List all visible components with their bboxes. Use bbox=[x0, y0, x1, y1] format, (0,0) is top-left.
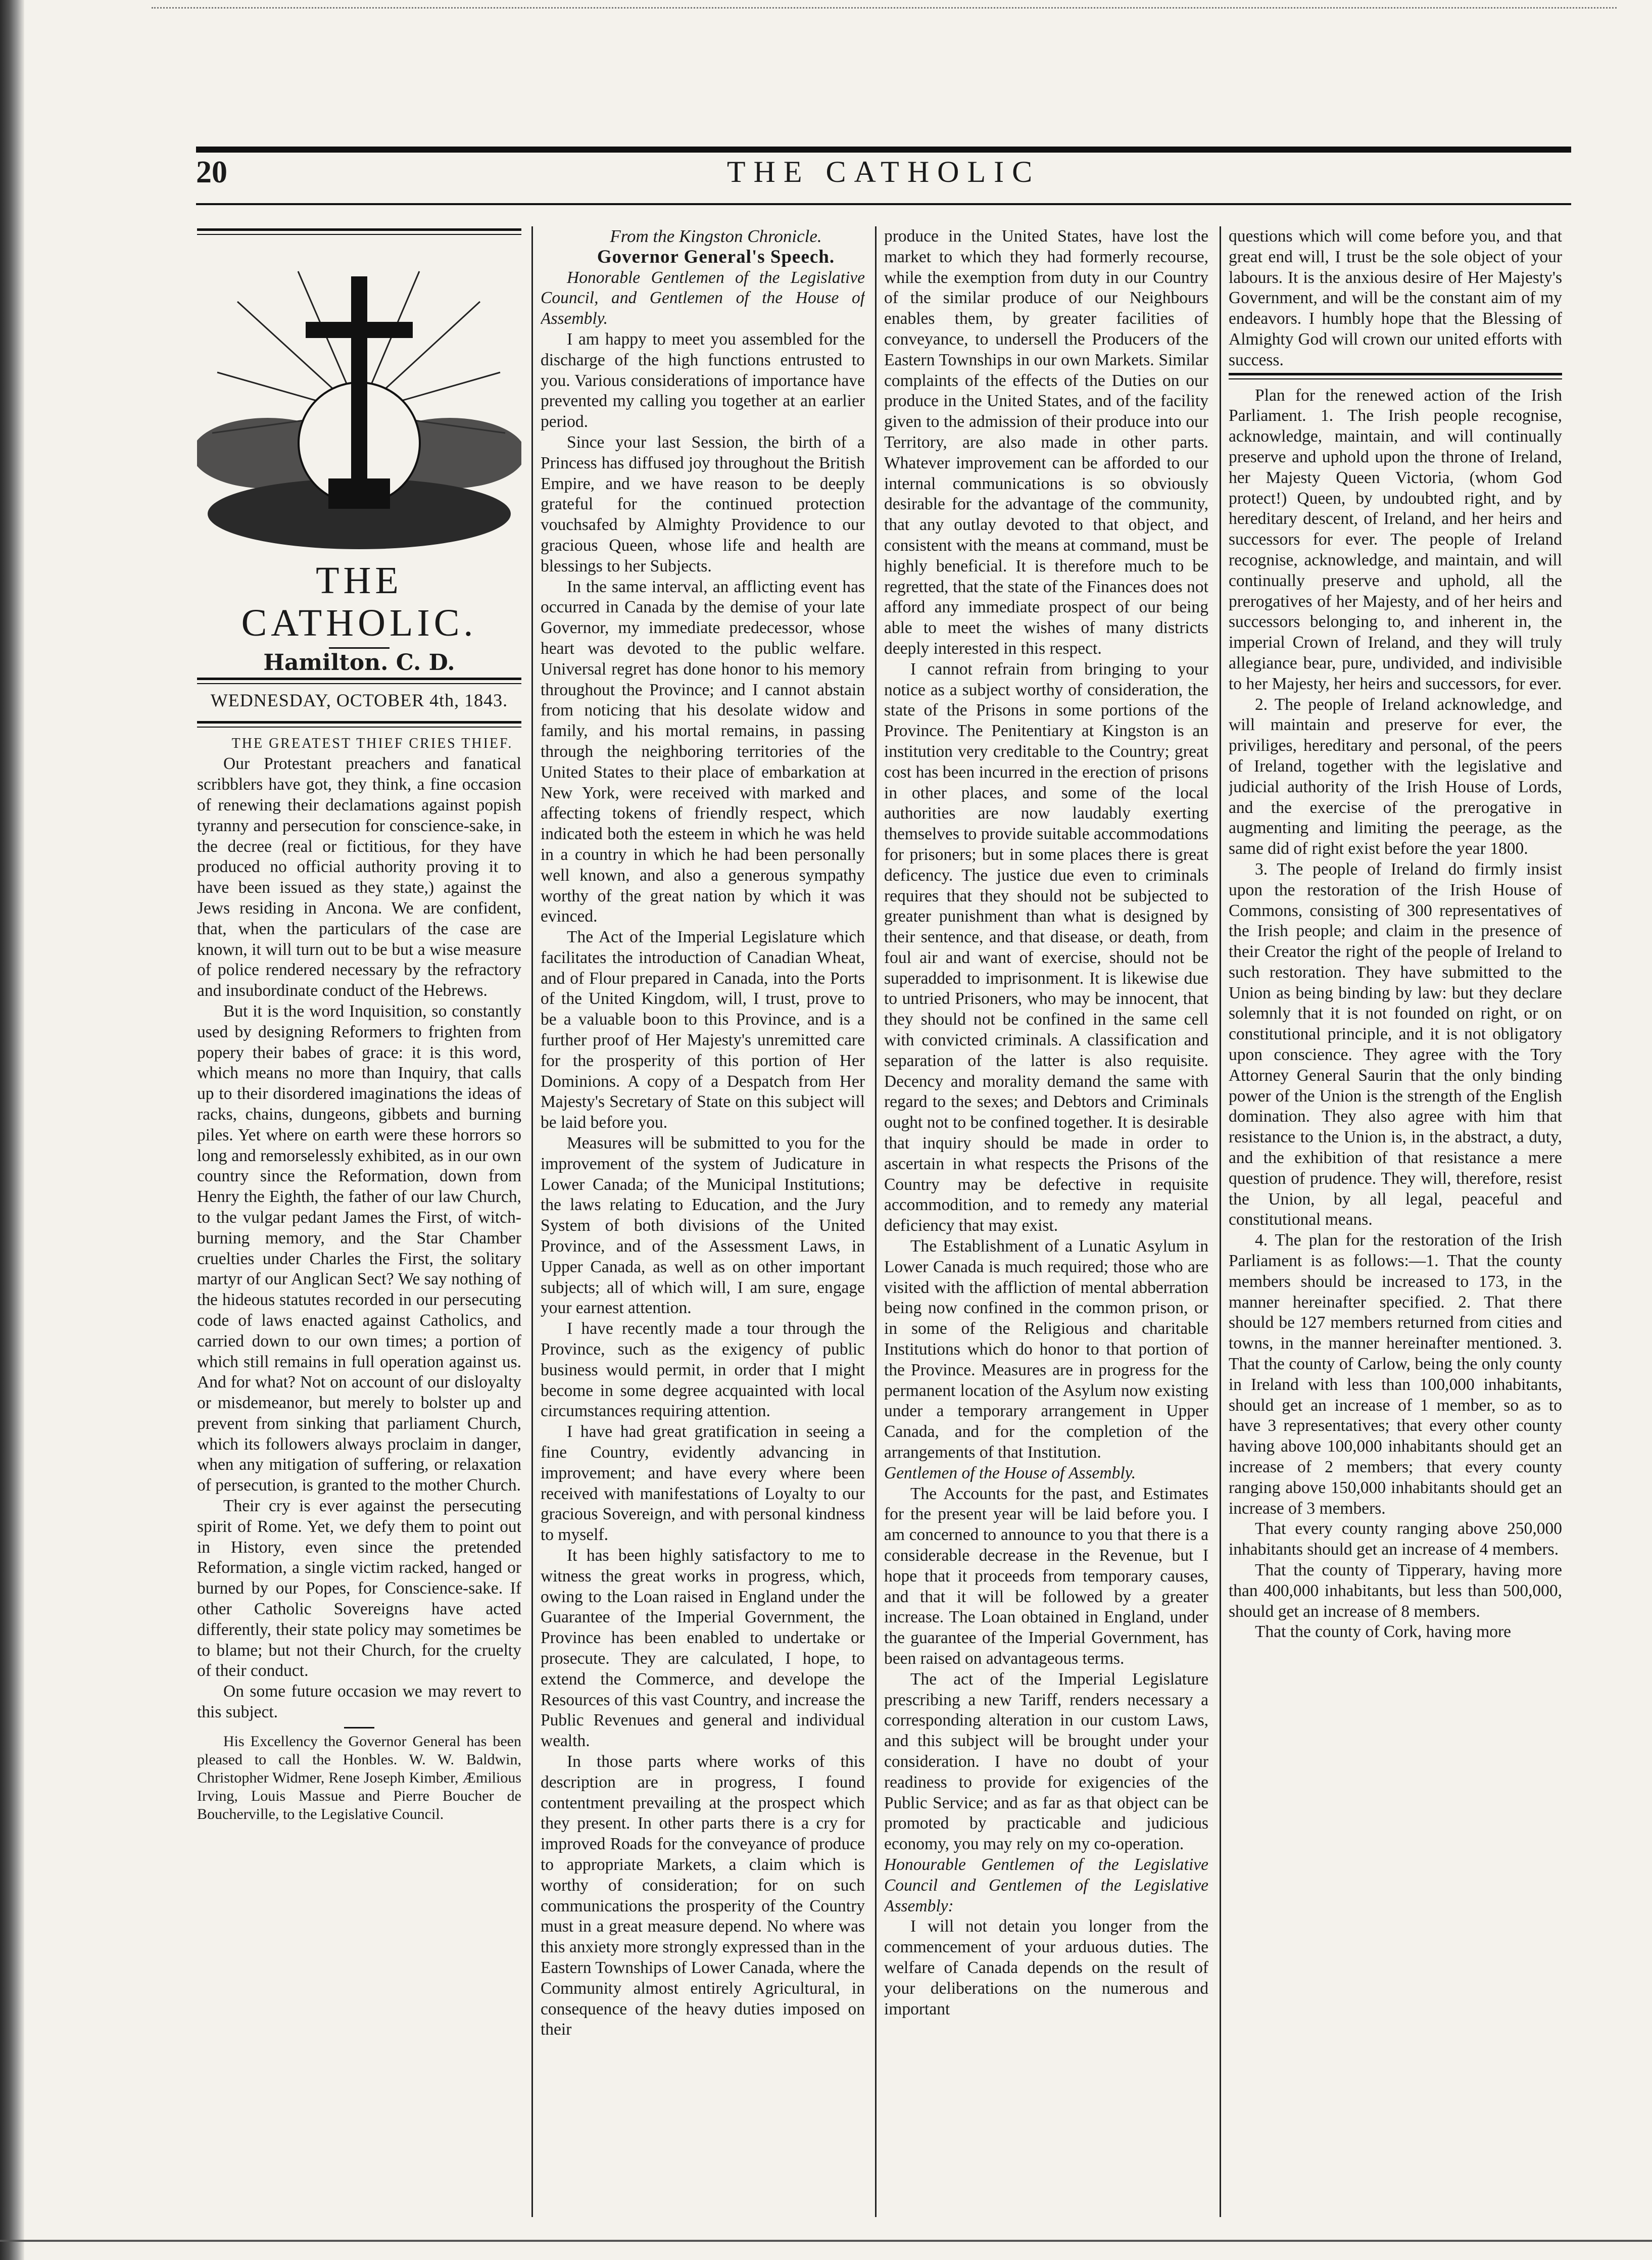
article-paragraph: In the same interval, an afflicting event has occurred in Canada by the demise of your late Governor, my immediate predecessor, whose heart was devoted to the public welfare. Universal regret has done honor to his memory throughout the Province; and I cannot abstain from noticing that his desolate widow and family, and his mortal remains, in passing through the neighboring territories of the United States to their place of embarkation at New York, were received with marked and affecting tokens of friendly respect, which indicated both the esteem in which he was held in a country in which he had been personally well known, and also a generous sympathy worthy of the great nation by which it was evinced. bbox=[541, 577, 865, 926]
article-paragraph: The Accounts for the past, and Estimates for the present year will be laid before you. I am concerned to announce to you that there is a considerable decrease in the Revenue, but I hope that it proceeds from temporary causes, and that it will be followed by a greater increase. The Loan obtained in England, under the guarantee of the Imperial Government, has been raised on advantageous terms. bbox=[884, 1484, 1208, 1668]
article-paragraph: The act of the Imperial Legislature prescribing a new Tariff, renders necessary a corresponding alteration in our custom Laws, and this subject will be brought under your consideration. I have no doubt of your readiness to provide for exigencies of the Public Service; and as far as that object can be promoted by practicable and judicious economy, you may rely on my co-operation. bbox=[884, 1669, 1208, 1854]
running-title: THE CATHOLIC bbox=[726, 155, 1041, 188]
page-header bbox=[196, 155, 1571, 200]
section-divider bbox=[1229, 373, 1562, 379]
cross-emblem-icon bbox=[197, 241, 521, 554]
top-scan-noise bbox=[152, 7, 1617, 16]
masthead-small-rule bbox=[329, 647, 390, 649]
article-paragraph: 2. The people of Ireland acknowledge, and will maintain and preserve for ever, the priviliges, hereditary and personal, of the peers of Ireland, together with the legislative and judicial authority of the Irish House of Lords, and the exercise of the prerogative in augmenting and limiting the peerage, as the same did of right exist before the year 1800. bbox=[1229, 695, 1562, 858]
article-paragraph: questions which will come before you, and that great end will, I trust be the sole object of your labours. It is the anxious desire of Her Majesty's Government, and will be the constant aim of my endeavors. I humbly hope that the Blessing of Almighty God will crown our united efforts with success. bbox=[1229, 227, 1562, 369]
article-paragraph: I will not detain you longer from the commencement of your arduous duties. The welfare of Canada depends on the result of your deliberations on the numerous and important bbox=[884, 1917, 1208, 2018]
article-paragraph: Plan for the renewed action of the Irish Parliament. 1. The Irish people recognise, acknowledge, maintain, and will continually preserve and uphold upon the throne of Ireland, her Majesty Queen Victoria, (whom God protect!) Queen, by undoubted right, and by hereditary descent, of Ireland, and her heirs and successors for ever. The people of Ireland recognise, acknowledge, and maintain, and will continually preserve and uphold, all the prerogatives of her Majesty, and of her heirs and successors belonging to, and inherent in, the imperial Crown of Ireland, and they will truly allegiance bear, pure, undivided, and indivisible to her Majesty, her heirs and successors, for ever. bbox=[1229, 386, 1562, 693]
article-paragraph: That the county of Tipperary, having more than 400,000 inhabitants, but less than 500,000, should get an increase of 8 members. bbox=[1229, 1561, 1562, 1621]
masthead-title: THE CATHOLIC. bbox=[241, 559, 477, 644]
article-paragraph: It has been highly satisfactory to me to witness the great works in progress, which, owing to the Loan raised in England under the Guarantee of the Imperial Government, the Province has been enabled to undertake or prosecute. They are calculated, I hope, to extend the Commerce, and develope the Resources of this vast Country, and increase the Public Revenues and general and individual wealth. bbox=[541, 1546, 865, 1751]
header-rule-bottom bbox=[196, 203, 1571, 205]
article-paragraph: I have had great gratification in seeing a fine Country, evidently advancing in improvement; and have every where been received with manifestations of Loyalty to our gracious Sovereign, and with personal kindness to myself. bbox=[541, 1422, 865, 1545]
article-paragraph: That every county ranging above 250,000 inhabitants should get an increase of 4 members. bbox=[1229, 1519, 1562, 1559]
article-paragraph: 3. The people of Ireland do firmly insist upon the restoration of the Irish House of Commons, consisting of 300 representatives of the Irish people; and claim in the presence of their Creator the right of the people of Ireland to such restoration. They have submitted to the Union as being binding by law: but they declare solemnly that it is not founded on right, or on constitutional principle, and it is not obligatory upon conscience. They agree with the Tory Attorney General Saurin that the only binding power of the Union is the strength of the English domination. They also agree with him that resistance to the Union is, in the abstract, a duty, and the exhibition of that resistance a mere question of prudence. They will, therefore, resist the Union, by all legal, peaceful and constitutional means. bbox=[1229, 859, 1562, 1229]
masthead-place: Hamilton. C. D. bbox=[263, 650, 455, 676]
column-3 bbox=[884, 226, 1208, 2217]
masthead-cross-emblem bbox=[197, 241, 521, 554]
masthead-rule-bottom bbox=[197, 721, 521, 728]
article-paragraph: Our Protestant preachers and fanatical scribblers have got, they think, a fine occasion of renewing their declamations against popish tyranny and persecution for conscience-sake, in the decree (real or fictitious, for they have produced no official authority proving it to have been issued as they state,) against the Jews residing in Ancona. We are confident, that, when the particulars of the case are known, it will turn out to be but a wise measure of police rendered necessary by the refractory and insubordinate conduct of the Hebrews. bbox=[197, 754, 521, 1000]
masthead-rule-mid bbox=[197, 678, 521, 684]
header-rule-top bbox=[196, 147, 1571, 153]
masthead-rule-top bbox=[197, 228, 521, 235]
article-paragraph: I have recently made a tour through the Province, such as the exigency of public business would permit, in order that I might become in some degree acquainted with local circumstances requiring attention. bbox=[541, 1319, 865, 1421]
column-rule-2 bbox=[875, 226, 877, 2217]
column-rule-3 bbox=[1220, 226, 1221, 2217]
column-rule-1 bbox=[531, 226, 533, 2217]
article-source: From the Kingston Chronicle. bbox=[610, 226, 822, 246]
page-number: 20 bbox=[196, 155, 227, 189]
masthead-date: WEDNESDAY, OCTOBER 4th, 1843. bbox=[210, 690, 508, 710]
column-2 bbox=[541, 226, 865, 2217]
article-paragraph: produce in the United States, have lost the market to which they had formerly recourse, while the exemption from duty in our Country of the similar produce of our Neighbours enables them, by greater facilities of conveyance, to undersell the Producers of the Eastern Townships in our own Markets. Similar complaints of the effects of the Duties on our produce in the United States, and of the facility given to the admission of their produce into our Territory, are also made in other parts. Whatever improvement can be afforded to our internal communications is so obviously desirable for the advantage of the community, that any outlay devoted to that object, and consistent with the means at command, must be highly beneficial. It is therefore much to be regretted, that the state of the Finances does not afford any immediate prospect of our being able to meet the wishes of many districts deeply interested in this respect. bbox=[884, 227, 1208, 658]
article-paragraph: That the county of Cork, having more bbox=[1255, 1622, 1512, 1642]
page-binding-edge bbox=[0, 0, 24, 2260]
article-paragraph: Measures will be submitted to you for the improvement of the system of Judicature in Lower Canada; of the Municipal Institutions; the laws relating to Education, and the Jury System of both divisions of the United Province, and of the Assessment Laws, in Upper Canada, as well as on other important subjects; all of which will, I am sure, engage your earnest attention. bbox=[541, 1134, 865, 1318]
article-paragraph: 4. The plan for the restoration of the Irish Parliament is as follows:—1. That the county members should be increased to 173, in the manner hereinafter specified. 2. That there should be 127 members returned from cities and towns, in the manner hereinafter mentioned. 3. That the county of Carlow, being the only county in Ireland with less than 100,000 inhabitants, should get an increase of 1 member, so as to have 3 representatives; that every other county having above 100,000 inhabitants should get an increase of 2 members; that every county ranging above 150,000 inhabitants should get an increase of 3 members. bbox=[1229, 1231, 1562, 1518]
article-paragraph: The Act of the Imperial Legislature which facilitates the introduction of Canadian Wheat, and of Flour prepared in Canada, into the Ports of the United Kingdom, will, I trust, prove to be a valuable boon to this Province, and is a further proof of Her Majesty's unremitted care for the prosperity of this portion of Her Dominions. A copy of a Despatch from Her Majesty's Secretary of State on this subject will be laid before you. bbox=[541, 928, 865, 1132]
article-paragraph: In those parts where works of this description are in progress, I found contentment prevailing at the prospect which they present. In other parts there is a cry for improved Roads for the conveyance of produce to appropriate Markets, a claim which is worthy of consideration; for on such communications the prosperity of the Country must in a great measure depend. No where was this anxiety more strongly expressed than in the Eastern Townships of Lower Canada, where the Community almost entirely Agricultural, in consequence of the heavy duties imposed on their bbox=[541, 1752, 865, 2039]
bottom-scan-noise bbox=[0, 2231, 1652, 2242]
notice-paragraph: His Excellency the Governor General has been pleased to call the Honbles. W. W. Baldwin, Christopher Widmer, Rene Joseph Kimber, Æmilious Irving, Louis Massue and Pierre Boucher de Boucherville, to the Legislative Council. bbox=[197, 1733, 521, 1822]
column-1 bbox=[197, 226, 521, 2217]
article-paragraph: But it is the word Inquisition, so constantly used by designing Reformers to frighten from popery their babes of grace: it is this word, which means no more than Inquiry, that calls up to their disordered imaginations the ideas of racks, chains, dungeons, gibbets and burning piles. Yet where on earth were these horrors so long and remorselessly exhibited, as in our own country since the Reformation, down from Henry the Eighth, the father of our law Church, to the vulgar pedant James the First, of witch-burning memory, and the Star Chamber cruelties under Charles the First, the solitary martyr of our Anglican Sect? We say nothing of the hideous statutes recorded in our persecuting code of laws enacted against Catholics, and carried down to our own times; a portion of which still remains in full operation against us. And for what? Not on account of our disloyalty or misdemeanor, but merely to bolster up and prevent from sinking that parliament Church, which its followers always proclaim in danger, when any mitigation of suffering, or relaxation of persecution, is granted to the mother Church. bbox=[197, 1001, 521, 1495]
article-address: Honourable Gentlemen of the Legislative Council and Gentlemen of the Legislative Assembly: bbox=[884, 1855, 1208, 1915]
article-address: Honorable Gentlemen of the Legislative Council, and Gentlemen of the House of Assembly. bbox=[541, 268, 865, 328]
article-paragraph: The Establishment of a Lunatic Asylum in Lower Canada is much required; those who are visited with the affliction of mental abberration being now confined in the common prison, or in some of the Religious and charitable Institutions which do honor to that portion of the Province. Measures are in progress for the permanent location of the Asylum now existing under a temporary arrangement in Upper Canada, and for the completion of the arrangements of that Institution. bbox=[884, 1237, 1208, 1462]
article-heading: THE GREATEST THIEF CRIES THIEF. bbox=[231, 735, 513, 751]
article-paragraph: Their cry is ever against the persecuting spirit of Rome. Yet, we defy them to point out in History, even since the pretended Reformation, a single victim racked, hanged or burned by our Popes, for Conscience-sake. If other Catholic Sovereigns have acted differently, their state policy may sometimes be to blame; but not their Church, for the cruelty of their conduct. bbox=[197, 1497, 521, 1680]
article-paragraph: I am happy to meet you assembled for the discharge of the high functions entrusted to you. Various considerations of importance have prevented my calling you together at an earlier period. bbox=[541, 329, 865, 431]
section-divider bbox=[344, 1727, 374, 1728]
column-4 bbox=[1229, 226, 1562, 2217]
article-paragraph: On some future occasion we may revert to this subject. bbox=[197, 1682, 521, 1722]
article-paragraph: I cannot refrain from bringing to your notice as a subject worthy of consideration, the state of the Prisons in some portions of the Province. The Penitentiary at Kingston is an institution very creditable to the Country; great cost has been incurred in the erection of prisons in other places, and some of the local authorities are now laudably exerting themselves to provide suitable accommodations for prisoners; but in some places there is great deficency. The justice due even to criminals requires that they should not be subjected to greater punishment than what is designed by their sentence, and that disease, or death, from foul air and want of exercise, should not be superadded to imprisonment. It is likewise due to untried Prisoners, who may be innocent, that they should not be confined in the same cell with convicted criminals. A classification and separation of the latter is also requisite. Decency and morality demand the same with regard to the sexes; and Debtors and Criminals ought not to be confined together. It is desirable that inquiry should be made in order to ascertain in what respects the Prisons of the Country may be defective in requisite accommodition, and to remedy any material deficiency that may exist. bbox=[884, 659, 1208, 1235]
article-paragraph: Since your last Session, the birth of a Princess has diffused joy throughout the British Empire, and we have reason to be deeply grateful for the continued protection vouchsafed by Almighty Providence to our gracious Queen, whose life and health are blessings to her Subjects. bbox=[541, 432, 865, 575]
article-title: Governor General's Speech. bbox=[597, 246, 835, 267]
article-address: Gentlemen of the House of Assembly. bbox=[884, 1463, 1136, 1482]
